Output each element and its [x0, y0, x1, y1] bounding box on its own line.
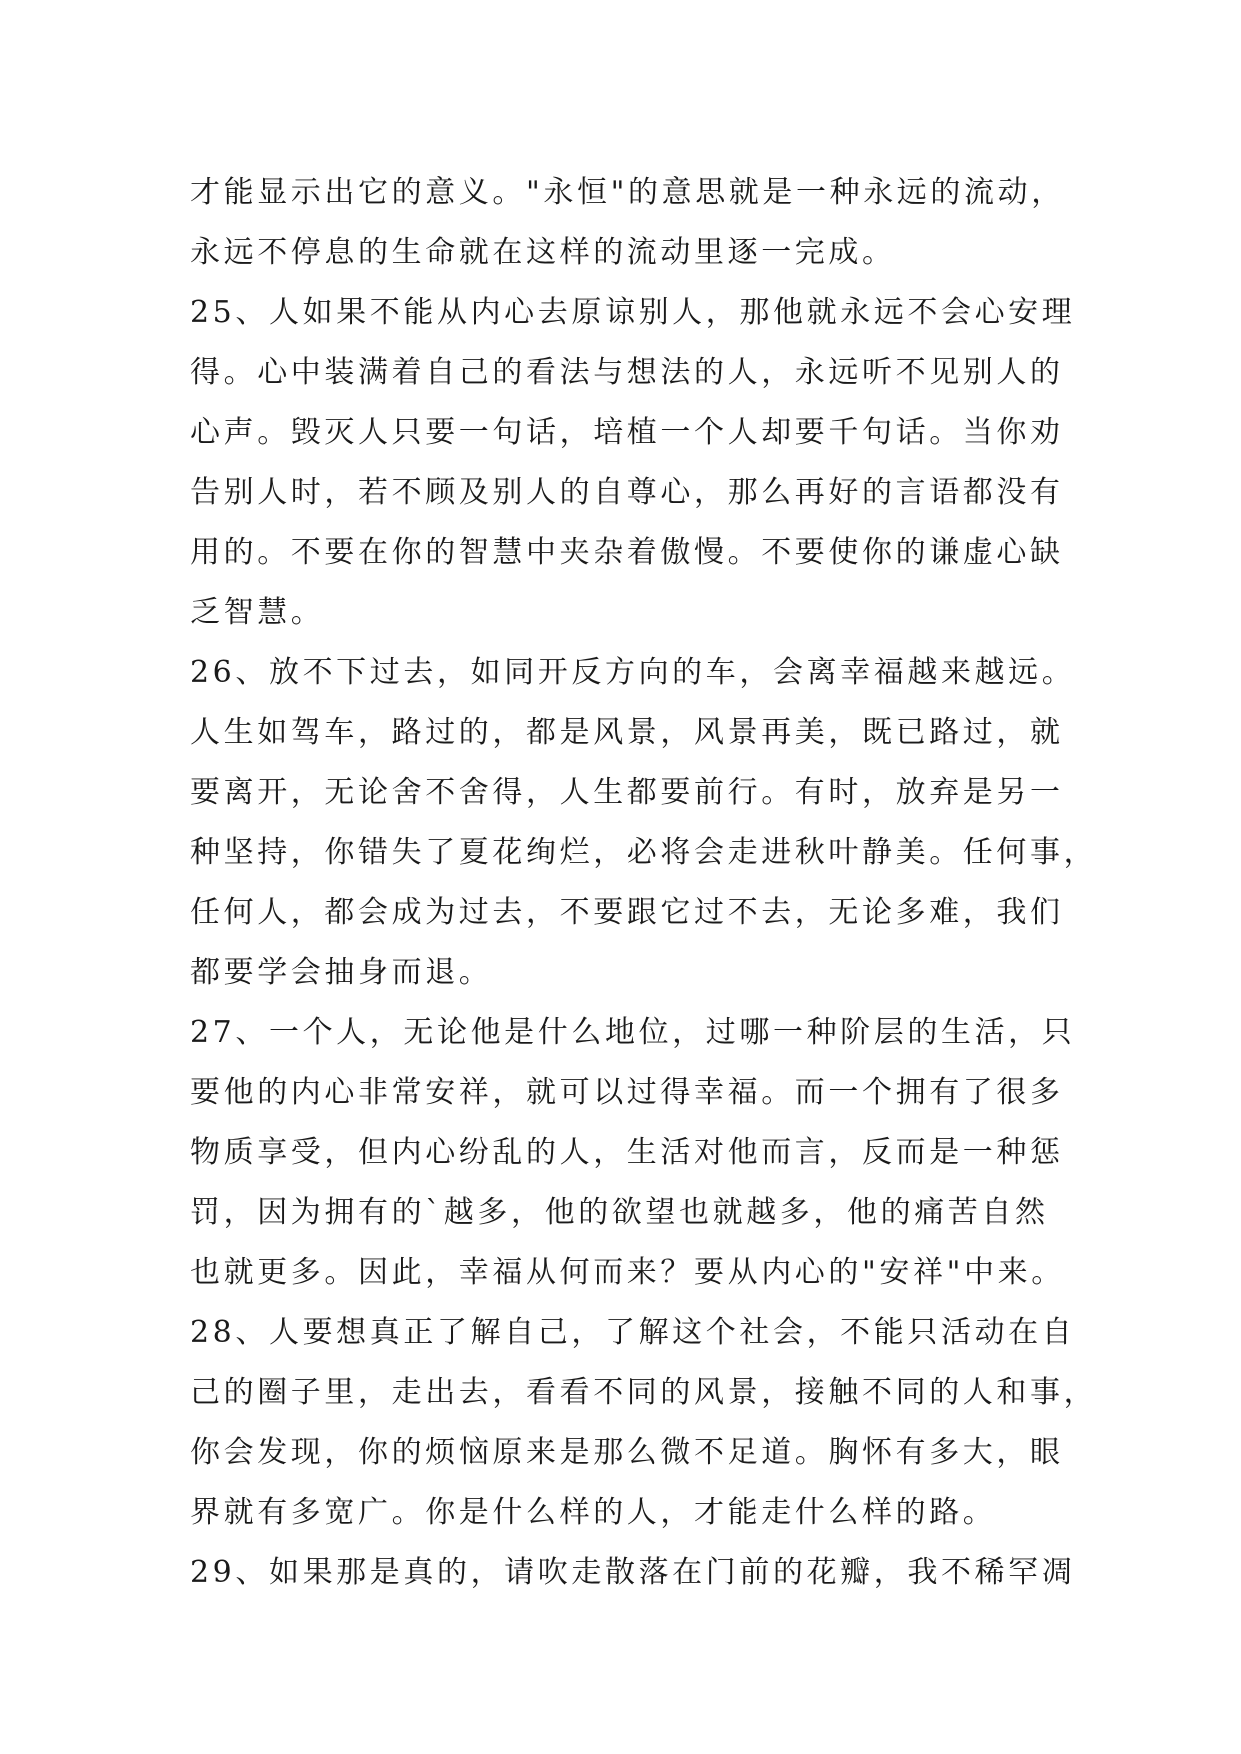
text-line: 你会发现，你的烦恼原来是那么微不足道。胸怀有多大，眼 [190, 1435, 1064, 1470]
document-body [190, 163, 1098, 1603]
text-line: 界就有多宽广。你是什么样的人，才能走什么样的路。 [190, 1495, 997, 1530]
text-line: 25、人如果不能从内心去原谅别人，那他就永远不会心安理 [190, 295, 1076, 330]
text-line: 28、人要想真正了解自己，了解这个社会，不能只活动在自 [190, 1315, 1076, 1350]
text-line: 乏智慧。 [190, 595, 325, 630]
text-line: 告别人时，若不顾及别人的自尊心，那么再好的言语都没有 [190, 475, 1064, 510]
text-line: 物质享受，但内心纷乱的人，生活对他而言，反而是一种惩 [190, 1135, 1064, 1170]
text-line: 要他的内心非常安祥，就可以过得幸福。而一个拥有了很多 [190, 1075, 1064, 1110]
text-line: 任何人，都会成为过去，不要跟它过不去，无论多难，我们 [190, 895, 1064, 930]
text-line: 罚，因为拥有的`越多，他的欲望也就越多，他的痛苦自然 [190, 1195, 1049, 1230]
text-line: 己的圈子里，走出去，看看不同的风景，接触不同的人和事， [190, 1375, 1098, 1410]
text-line: 种坚持，你错失了夏花绚烂，必将会走进秋叶静美。任何事， [190, 835, 1098, 870]
text-line: 29、如果那是真的，请吹走散落在门前的花瓣，我不稀罕凋 [190, 1555, 1076, 1590]
text-line: 心声。毁灭人只要一句话，培植一个人却要千句话。当你劝 [190, 415, 1064, 450]
text-line: 用的。不要在你的智慧中夹杂着傲慢。不要使你的谦虚心缺 [190, 535, 1064, 570]
text-line: 也就更多。因此，幸福从何而来？要从内心的"安祥"中来。 [190, 1255, 1065, 1290]
text-line: 人生如驾车，路过的，都是风景，风景再美，既已路过，就 [190, 715, 1064, 750]
text-line: 得。心中装满着自己的看法与想法的人，永远听不见别人的 [190, 355, 1064, 390]
text-line: 永远不停息的生命就在这样的流动里逐一完成。 [190, 235, 896, 270]
text-line: 都要学会抽身而退。 [190, 955, 493, 990]
text-line: 要离开，无论舍不舍得，人生都要前行。有时，放弃是另一 [190, 775, 1064, 810]
text-line: 26、放不下过去，如同开反方向的车，会离幸福越来越远。 [190, 655, 1076, 690]
text-line: 27、一个人，无论他是什么地位，过哪一种阶层的生活，只 [190, 1015, 1076, 1050]
text-line: 才能显示出它的意义。"永恒"的意思就是一种永远的流动， [190, 175, 1065, 210]
